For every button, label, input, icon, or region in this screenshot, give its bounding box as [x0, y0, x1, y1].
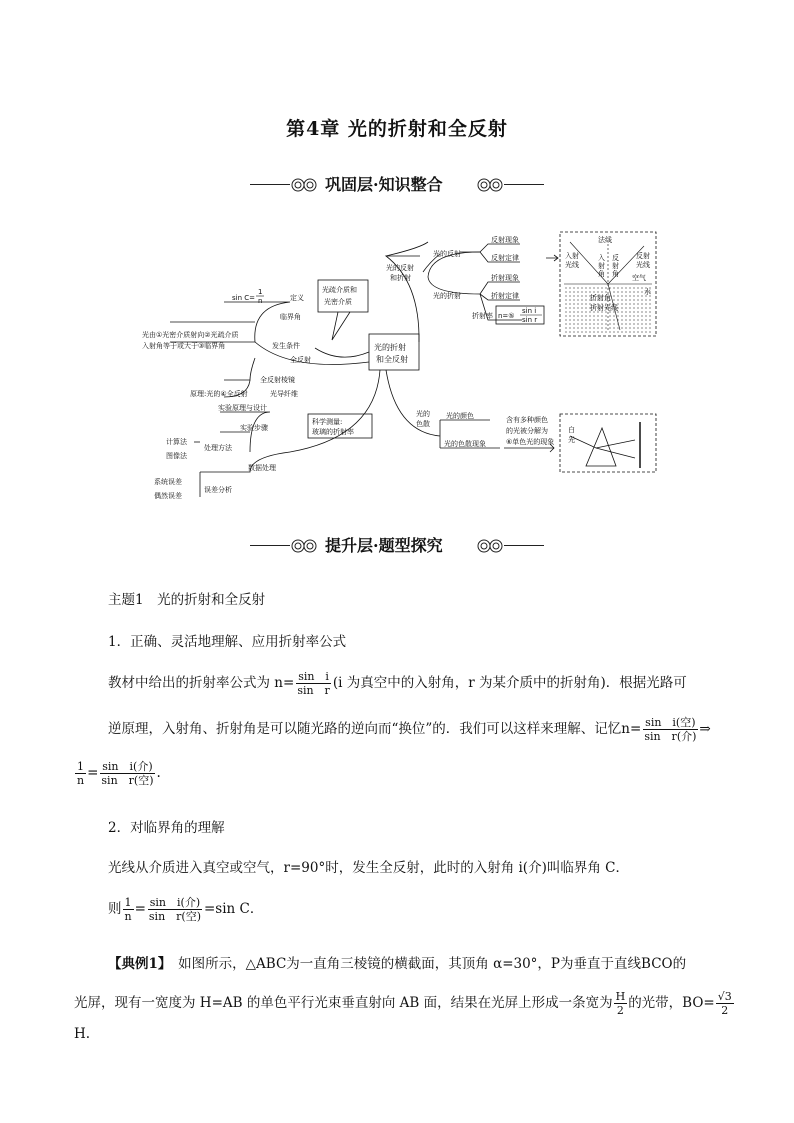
- divider-right: [504, 545, 544, 546]
- sin-i: sin i: [522, 307, 537, 315]
- sinC: sin C=: [232, 294, 256, 302]
- inc-angle-1: 入: [598, 254, 605, 262]
- refraction-label: 光的折射: [433, 292, 461, 300]
- page-title: 第4章 光的折射和全反射: [286, 118, 508, 140]
- frac-num: sin i(介): [102, 760, 153, 773]
- n-eq: n=⑤: [498, 312, 515, 320]
- exp-steps: 实验步骤: [240, 424, 268, 432]
- frac-num: 1: [124, 896, 132, 909]
- condition-text-2: 入射角等于或大于③临界角: [142, 342, 226, 350]
- color: 光的颜色: [446, 412, 474, 420]
- fraction: [75, 760, 86, 787]
- heading-1: 1．正确、灵活地理解、应用折射率公式: [108, 634, 347, 650]
- p5-text-a: 则: [108, 901, 122, 917]
- frac-den: 2: [721, 1004, 729, 1017]
- frac-num: H: [615, 990, 626, 1003]
- white-light-1: 含有多种颜色: [506, 416, 548, 424]
- paragraph-3: [74, 760, 161, 787]
- example-label: 【典例1】: [108, 956, 165, 972]
- ref-angle-3: 角: [612, 270, 619, 278]
- sin-r: sin r: [522, 316, 538, 324]
- exp-principle: 实验原理与设计: [218, 404, 267, 412]
- section-title: 提升层·题型探究: [325, 536, 443, 555]
- critical-angle: 临界角: [280, 313, 301, 321]
- center-label-2: 和全反射: [376, 355, 408, 364]
- water-label: 水: [644, 288, 651, 296]
- section-header-advancement: [0, 533, 794, 559]
- reflected-1: 反射: [636, 252, 650, 260]
- data-process: 数据处理: [248, 464, 276, 472]
- incident-1: 入射: [565, 252, 579, 260]
- paragraph-5: [108, 896, 263, 923]
- refraction-index: 折射率: [472, 312, 493, 320]
- p1-text-a: 教材中给出的折射率公式为 n=: [108, 675, 295, 691]
- paragraph-8: H.: [74, 1026, 91, 1042]
- frac-num: 1: [77, 760, 85, 773]
- prism: 全反射棱镜: [260, 376, 295, 384]
- paragraph-7: [74, 990, 735, 1017]
- p6-text: 如图所示，△ABC为一直角三棱镜的横截面，其顶角 α=30°，P为垂直于直线BCO的: [164, 956, 687, 972]
- fraction: [99, 760, 155, 787]
- experiment-2: 玻璃的折射率: [312, 428, 354, 436]
- frac-num: sin i(介): [149, 896, 201, 909]
- definition: 定义: [290, 294, 304, 302]
- p7-text-b: 的光带，BO=: [628, 995, 715, 1011]
- frac-num: √3: [717, 990, 732, 1003]
- sinC-den: n: [258, 297, 263, 305]
- ref-angle-1: 反: [612, 254, 619, 262]
- frac-num: sin i: [298, 670, 329, 683]
- paragraph-6: [108, 952, 686, 972]
- condition: 发生条件: [272, 342, 300, 350]
- p1-text-b: (i 为真空中的入射角，r 为某介质中的折射角)．根据光路可: [332, 675, 687, 691]
- incident-2: 光线: [565, 261, 579, 269]
- section-title: 巩固层·知识整合: [325, 175, 443, 194]
- total-reflection: 全反射: [290, 356, 311, 364]
- fraction: [614, 990, 628, 1017]
- fraction: [147, 896, 203, 923]
- experiment-1: 科学测量:: [312, 418, 343, 426]
- paragraph-4: 光线从介质进入真空或空气，r=90°时，发生全反射，此时的入射角 i(介)叫临界角 C．: [108, 860, 629, 876]
- period: .: [156, 765, 161, 781]
- p7-text-a: 光屏，现有一宽度为 H=AB 的单色平行光束垂直射向 AB 面，结果在光屏上形成一条宽为: [74, 995, 613, 1011]
- rings-icon: [472, 177, 504, 193]
- dispersion-2: 色散: [416, 420, 430, 428]
- white-1: 白: [568, 426, 575, 434]
- rings-icon: [290, 538, 322, 554]
- frac-den: sin r: [297, 684, 330, 697]
- calc: 计算法: [166, 438, 187, 446]
- heading-2: 2．对临界角的理解: [108, 820, 225, 836]
- paragraph-1: [108, 670, 687, 697]
- reflect-refract-2: 和折射: [390, 274, 411, 282]
- p2-text-b: ⇒: [699, 721, 711, 737]
- inc-angle-3: 角: [598, 270, 605, 278]
- light-sparse-1: 光疏介质和: [322, 286, 357, 294]
- fraction: [295, 670, 332, 697]
- topic-heading: 主题1 光的折射和全反射: [108, 592, 266, 608]
- knowledge-mindmap: [140, 222, 660, 508]
- fraction: [123, 896, 134, 923]
- frac-den: n: [77, 774, 85, 787]
- equals: =: [87, 765, 99, 781]
- divider-left: [250, 545, 290, 546]
- refr-angle: 折射角: [590, 294, 611, 302]
- fraction: [716, 990, 734, 1017]
- frac-den: sin r(空): [101, 774, 154, 787]
- p5-text-b: =sin C．: [204, 901, 264, 917]
- rand-err: 偶然误差: [154, 492, 182, 500]
- reflection-law: 反射定律: [491, 254, 519, 262]
- white-light-3: ⑥单色光的现象: [506, 438, 555, 446]
- section-header-consolidation: [0, 172, 794, 198]
- refr-light: 折射光线: [590, 304, 618, 312]
- frac-den: n: [124, 910, 132, 923]
- paragraph-2: [108, 716, 711, 743]
- process-method: 处理方法: [204, 444, 232, 452]
- rings-icon: [290, 177, 322, 193]
- ref-angle-2: 射: [612, 262, 619, 270]
- normal-label: 法线: [598, 236, 612, 244]
- equals: =: [134, 901, 146, 917]
- graph: 图像法: [166, 452, 187, 460]
- fraction: [642, 716, 698, 743]
- frac-den: sin r(空): [148, 910, 201, 923]
- condition-text-1: 光由①光密介质射向②光疏介质: [142, 331, 239, 339]
- center-label-1: 光的折射: [374, 343, 406, 352]
- light-sparse-2: 光密介质: [324, 298, 352, 306]
- fiber: 光导纤维: [270, 390, 298, 398]
- frac-den: sin r(介): [644, 730, 697, 743]
- refraction-phenomenon: 折射现象: [491, 274, 519, 282]
- err-analysis: 误差分析: [204, 486, 232, 494]
- reflected-2: 光线: [636, 261, 650, 269]
- divider-left: [250, 184, 290, 185]
- rings-icon: [472, 538, 504, 554]
- air-label: 空气: [632, 274, 646, 282]
- p2-text-a: 逆原理，入射角、折射角是可以随光路的逆向而“换位”的．我们可以这样来理解、记忆n=: [108, 721, 642, 737]
- reflection-phenomenon: 反射现象: [491, 236, 519, 244]
- dispersion-1: 光的: [416, 410, 430, 418]
- white-2: 光: [568, 436, 575, 444]
- sys-err: 系统误差: [154, 478, 182, 486]
- inc-angle-2: 射: [598, 262, 605, 270]
- refraction-law: 折射定律: [491, 292, 519, 300]
- white-light-2: 的光被分解为: [506, 427, 548, 435]
- reflect-refract-1: 光的反射: [386, 264, 414, 272]
- reflection-label: 光的反射: [433, 250, 461, 258]
- sinC-num: 1: [258, 288, 263, 296]
- principle: 原理:光的④全反射: [190, 390, 248, 398]
- dispersion-phenomenon: 光的色散现象: [444, 440, 486, 448]
- divider-right: [504, 184, 544, 185]
- frac-num: sin i(空): [645, 716, 696, 729]
- frac-den: 2: [616, 1004, 624, 1017]
